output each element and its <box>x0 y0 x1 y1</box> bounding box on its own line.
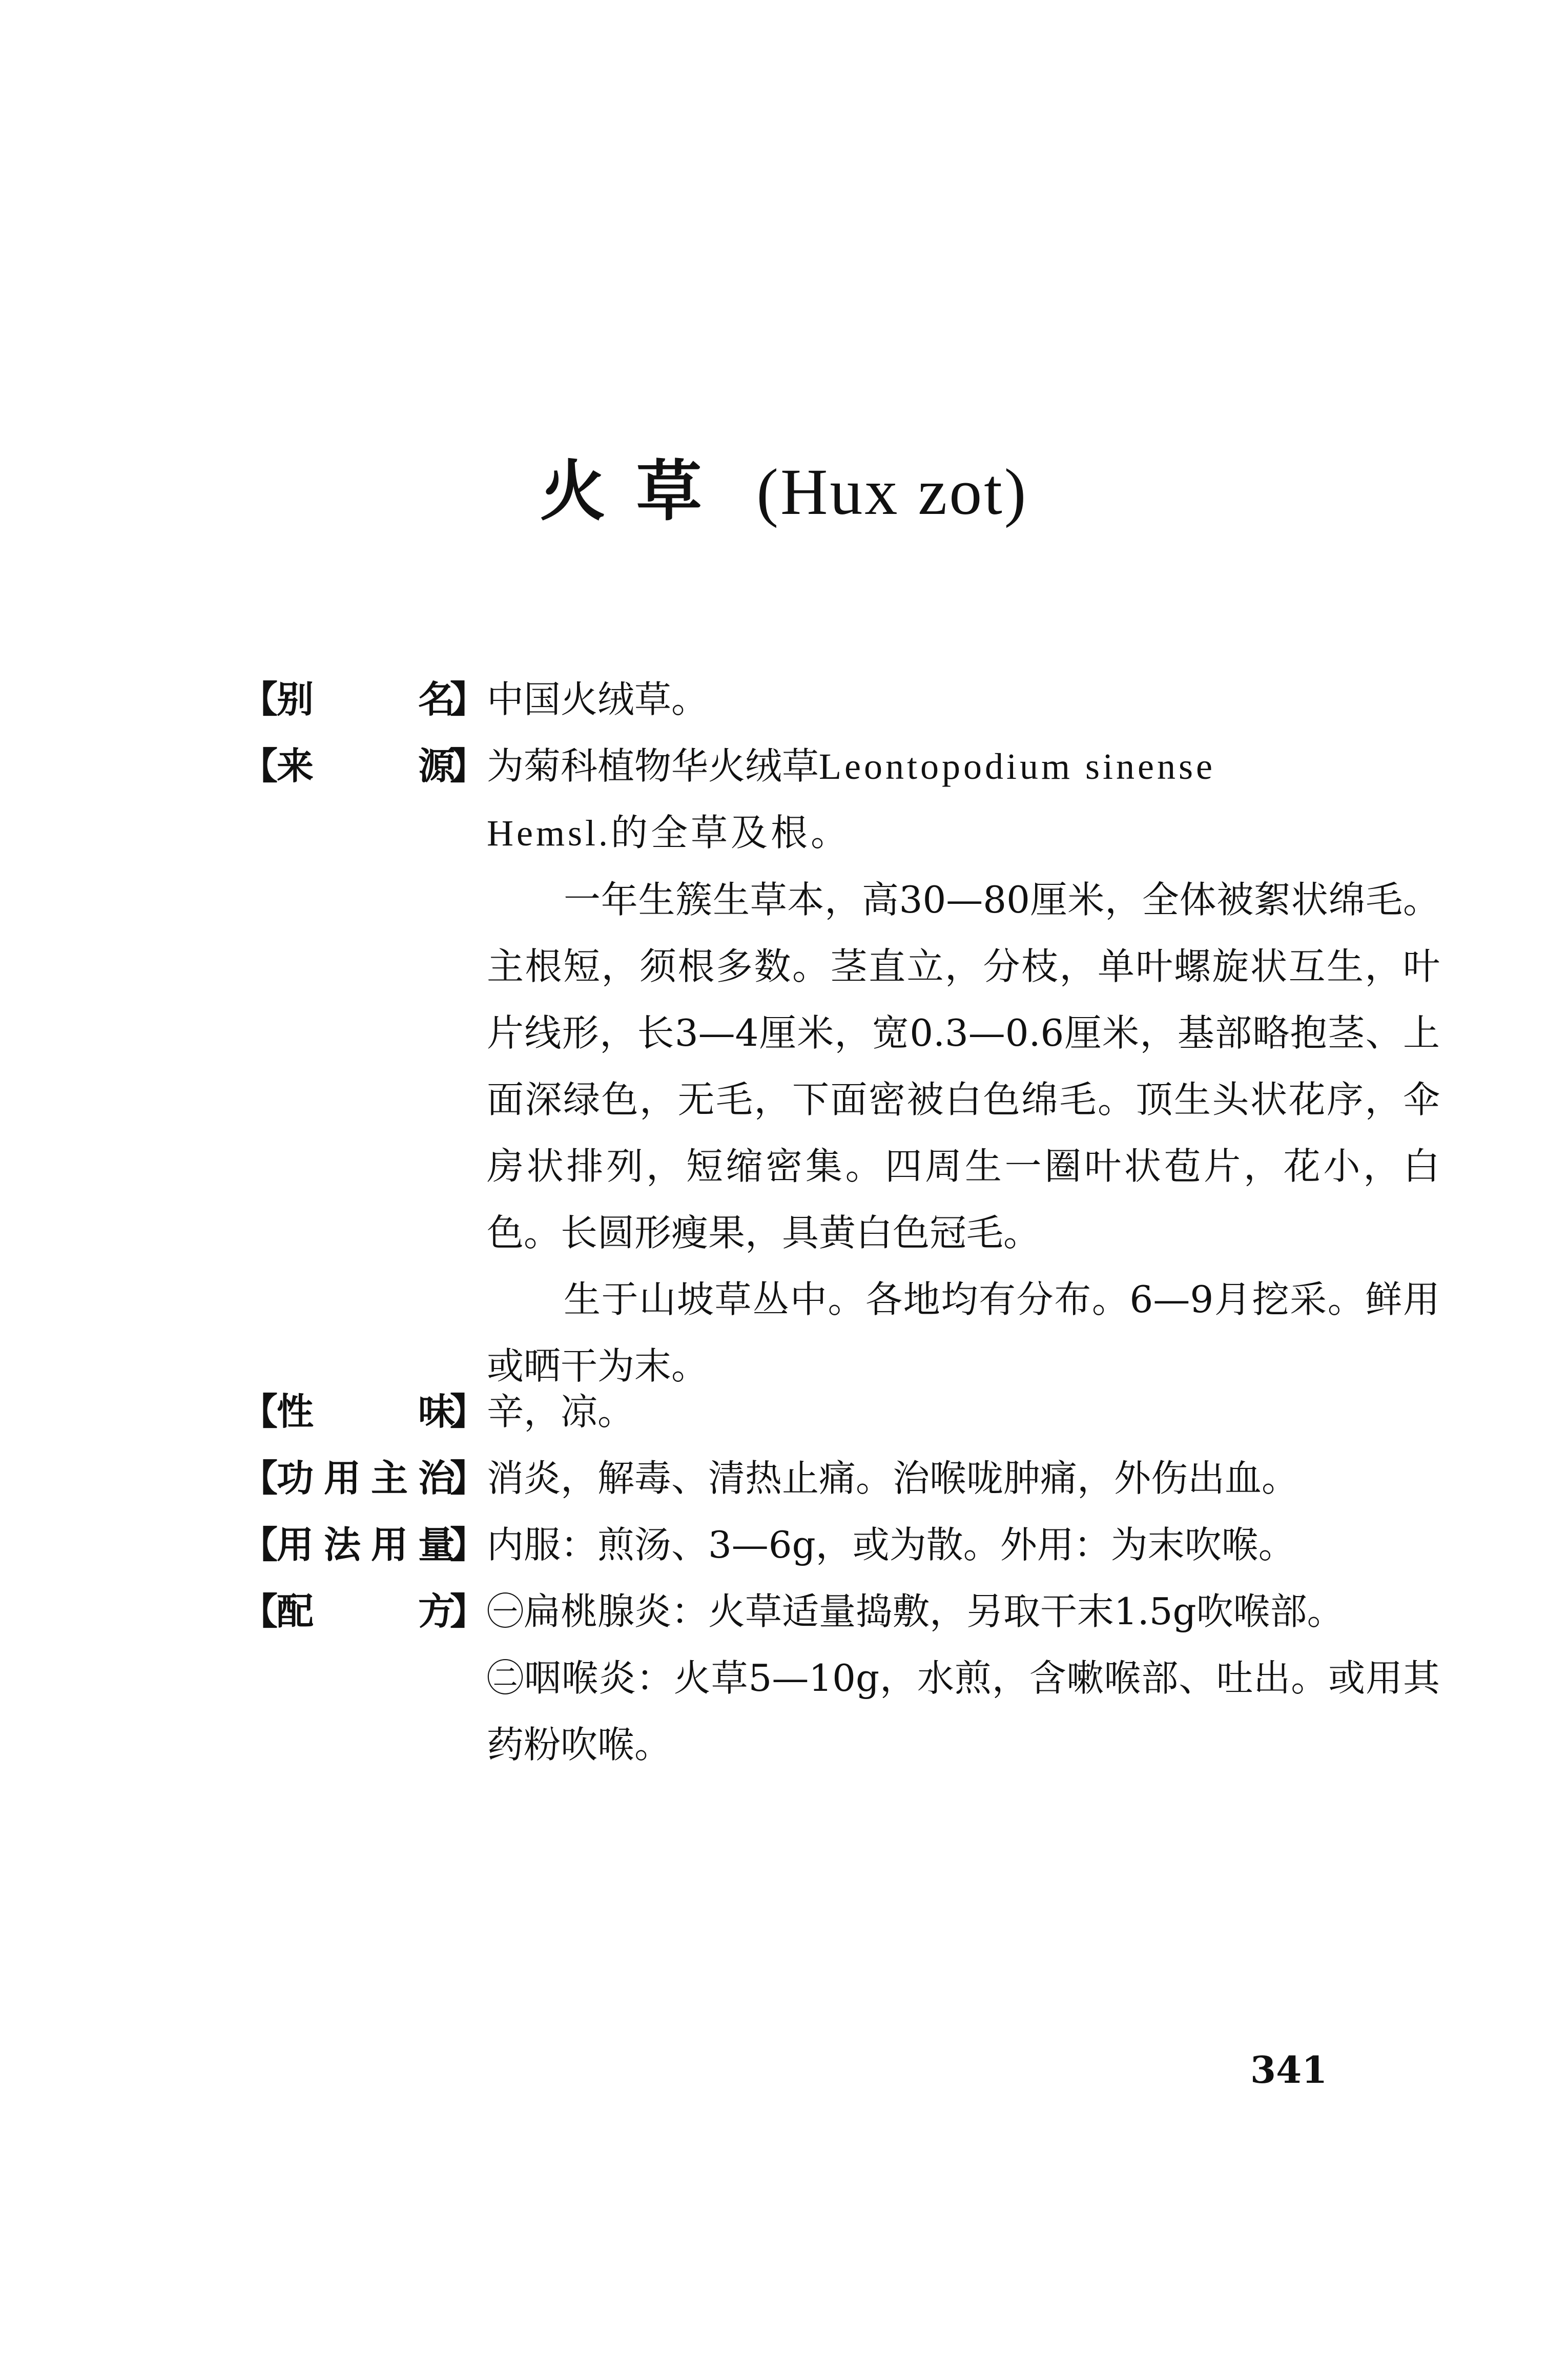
entry-label-functions <box>241 1445 487 1512</box>
entry-body-source <box>487 733 1440 1399</box>
label-bracket-close: 】 <box>449 1457 487 1500</box>
label-bracket-open: 【 <box>241 744 278 788</box>
entry-label-alias <box>241 666 487 733</box>
label-bracket-open: 【 <box>241 1457 278 1500</box>
title-pinyin: (Hux zot) <box>756 456 1028 528</box>
label-text: 配 方 <box>277 1590 456 1633</box>
source-prefix: 为菊科植物华火绒草 <box>487 744 819 788</box>
prescription-item: ㊁咽喉炎：火草5—10g，水煎，含嗽喉部、吐出。或用其药粉吹喉。 <box>487 1657 1440 1766</box>
entry-body-dosage <box>487 1512 1440 1578</box>
entry-taste <box>241 1378 1440 1445</box>
entry-body-alias <box>487 666 1440 733</box>
prescription-item: ㊀扁桃腺炎：火草适量捣敷，另取干末1.5g吹喉部。 <box>487 1590 1344 1633</box>
label-bracket-open: 【 <box>241 1390 278 1433</box>
label-bracket-close: 】 <box>449 678 487 721</box>
label-bracket-close: 】 <box>449 1523 487 1566</box>
alias-text: 中国火绒草。 <box>487 678 709 721</box>
label-bracket-close: 】 <box>449 1590 487 1633</box>
functions-text: 消炎，解毒、清热止痛。治喉咙肿痛，外伤出血。 <box>487 1457 1299 1500</box>
entry-label-source <box>241 733 487 799</box>
entry-label-dosage <box>241 1512 487 1578</box>
title-chinese: 火草 <box>540 453 733 530</box>
label-text: 功用主治 <box>277 1457 456 1500</box>
label-bracket-open: 【 <box>241 1523 278 1566</box>
source-habitat: 生于山坡草丛中。各地均有分布。6—9月挖采。鲜用或晒干为末。 <box>487 1278 1440 1388</box>
taste-text: 辛，凉。 <box>487 1390 635 1433</box>
label-bracket-close: 】 <box>449 1390 487 1433</box>
entry-body-prescriptions <box>487 1578 1440 1778</box>
entry-body-functions <box>487 1445 1440 1512</box>
page-number: 341 <box>1250 2048 1328 2092</box>
source-line1 <box>487 733 1440 800</box>
entry-prescriptions <box>241 1578 1440 1845</box>
entry-body-taste <box>487 1378 1440 1445</box>
entry-label-prescriptions <box>241 1578 487 1645</box>
label-bracket-close: 】 <box>449 744 487 788</box>
dosage-text: 内服：煎汤、3—6g，或为散。外用：为末吹喉。 <box>487 1523 1295 1566</box>
entry-label-taste <box>241 1378 487 1445</box>
entry-dosage <box>241 1512 1440 1578</box>
label-bracket-open: 【 <box>241 678 278 721</box>
entry-source <box>241 733 1440 1399</box>
label-text: 别 名 <box>277 678 456 721</box>
source-line2: Hemsl.的全草及根。 <box>487 813 851 854</box>
entry-alias <box>241 666 1440 733</box>
label-text: 来 源 <box>277 744 456 788</box>
page-title <box>0 451 1568 533</box>
label-text: 性 味 <box>277 1390 456 1433</box>
entry-functions <box>241 1445 1440 1512</box>
scientific-name: Leontopodium sinense <box>819 746 1215 787</box>
label-text: 用法用量 <box>277 1523 456 1566</box>
label-bracket-open: 【 <box>241 1590 278 1633</box>
source-description: 一年生簇生草本，高30—80厘米，全体被絮状绵毛。主根短，须根多数。茎直立，分枝，单叶螺旋状互生，叶片线形，长3—4厘米，宽0.3—0.6厘米，基部略抱茎、上面深绿色，无毛，下面密被白色绵毛。顶生头状花序，伞房状排列，短缩密集。四周生一圈叶状苞片，花小，白色。长圆形瘦果，具黄白色冠毛。 <box>487 878 1440 1254</box>
